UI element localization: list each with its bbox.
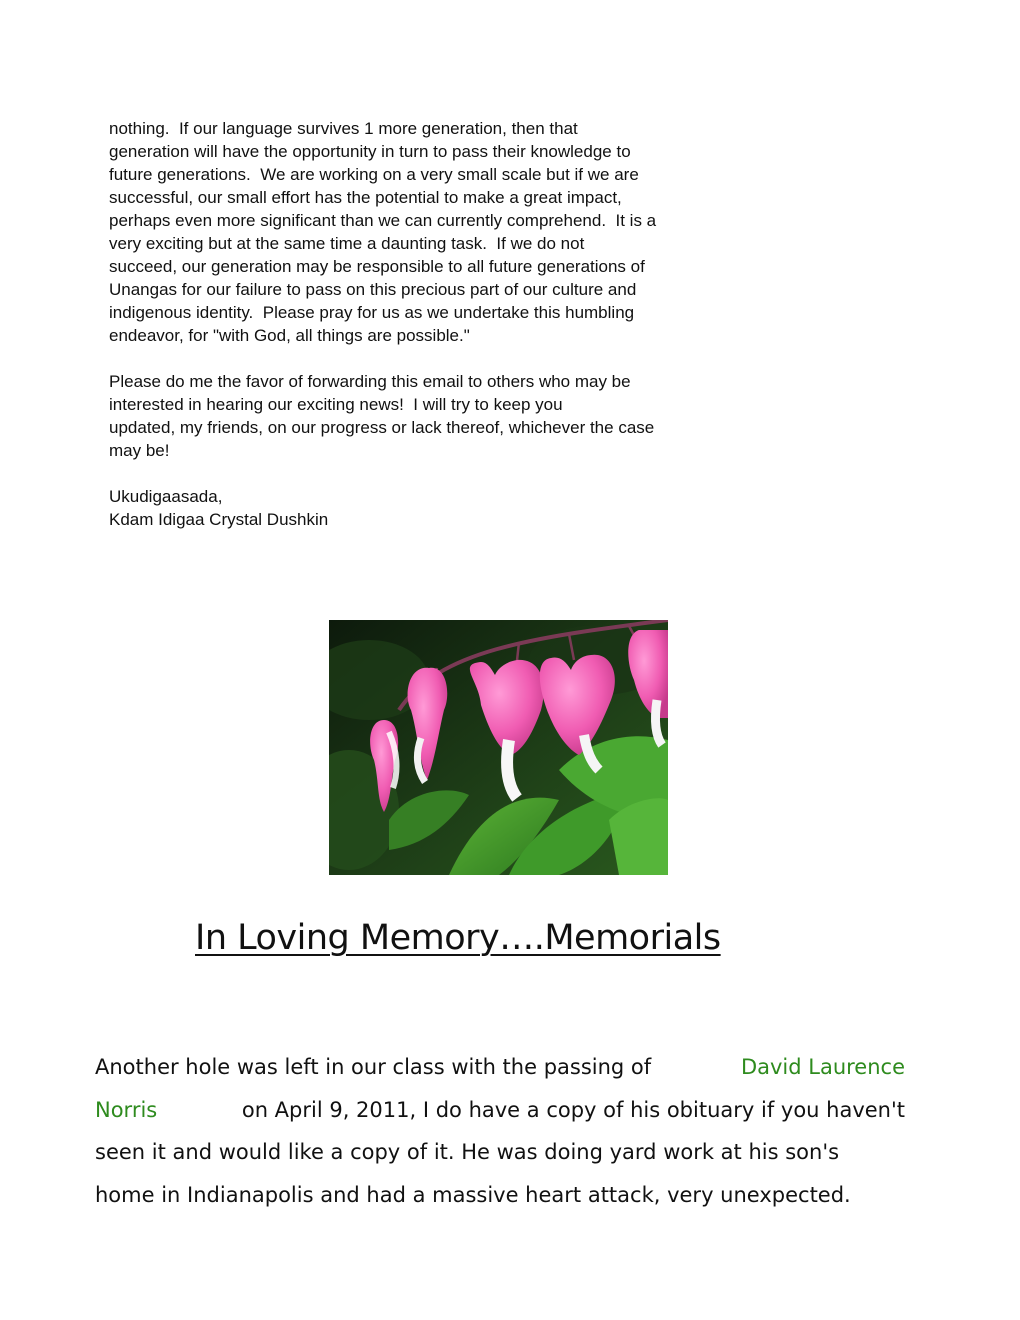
letter-line: updated, my friends, on our progress or lack thereof, whichever the case [109,418,655,437]
letter-line: succeed, our generation may be responsible to all future generations of [109,257,645,276]
letter-signature: Kdam Idigaa Crystal Dushkin [109,510,329,529]
memorial-text: home in Indianapolis and had a massive heart attack, very unexpected. [95,1182,851,1207]
letter-closing: Ukudigaasada, [109,487,223,506]
letter-line: indigenous identity. Please pray for us as we undertake this humbling [109,303,635,322]
letter-text [109,117,769,531]
paragraph-gap [109,347,769,370]
memorial-line [95,1046,905,1089]
letter-line: future generations. We are working on a very small scale but if we are [109,165,639,184]
letter-line: may be! [109,441,170,460]
memorial-paragraph [95,1046,905,1216]
bleeding-heart-flower-photo [329,620,668,875]
page-heading: In Loving Memory….Memorials [195,918,721,958]
letter-line: interested in hearing our exciting news! I will try to keep you [109,395,563,414]
memorial-name-highlight: David Laurence [740,1055,905,1079]
letter-line: Unangas for our failure to pass on this precious part of our culture and [109,280,637,299]
paragraph-gap [109,462,769,485]
memorial-line [95,1089,905,1132]
letter-line: generation will have the opportunity in turn to pass their knowledge to [109,142,631,161]
memorial-text: on April 9, 2011, I do have a copy of his obituary if you haven't [241,1097,905,1122]
letter-line: successful, our small effort has the potential to make a great impact, [109,188,622,207]
memorial-line [95,1174,905,1217]
memorial-text: Another hole was left in our class with the passing of [95,1055,652,1079]
letter-line: perhaps even more significant than we can currently comprehend. It is a [109,211,657,230]
letter-line: endeavor, for "with God, all things are possible." [109,326,470,345]
memorial-line [95,1131,905,1174]
letter-line: nothing. If our language survives 1 more generation, then that [109,119,578,138]
memorial-text: seen it and would like a copy of it. He was doing yard work at his son's [95,1140,840,1164]
letter-line: very exciting but at the same time a daunting task. If we do not [109,234,585,253]
memorial-name-highlight: Norris [95,1097,158,1122]
letter-line: Please do me the favor of forwarding this email to others who may be [109,372,631,391]
